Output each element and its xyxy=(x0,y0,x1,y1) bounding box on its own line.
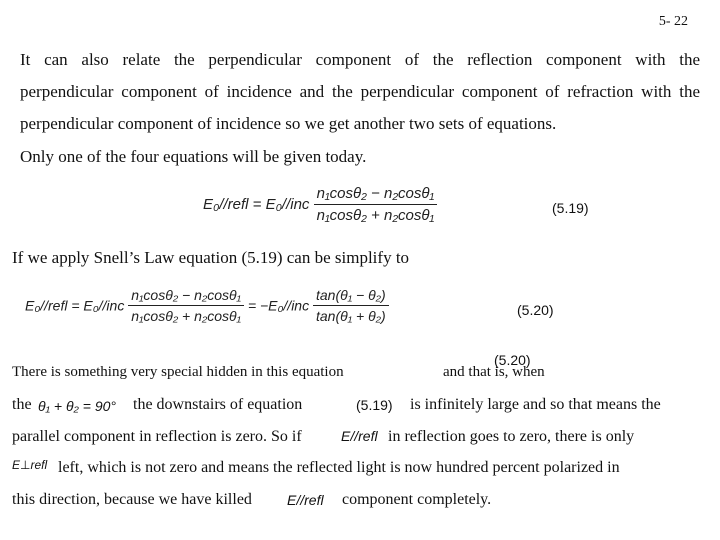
snell-line: If we apply Snell’s Law equation (5.19) can be simplify to xyxy=(12,248,410,267)
special-tag: (5.20) xyxy=(494,352,531,368)
eq2-numerator: n₁cosθ₂ − n₂cosθ₁ xyxy=(128,287,244,306)
conclusion-l1-mid: the downstairs of equation xyxy=(133,396,303,413)
conclusion-l3: left, which is not zero and means the reflected light is now hundred percent polarized in xyxy=(58,459,620,476)
intro-paragraph xyxy=(20,44,700,173)
eq2-lhs: E₀//refl = E₀//inc xyxy=(25,297,125,314)
conclusion-l4-a: this direction, because we have killed xyxy=(12,491,252,508)
conclusion-l1-end: is infinitely large and so that means the xyxy=(410,396,661,413)
eq1-tag: (5.19) xyxy=(552,200,589,216)
eq1-numerator: n₁cosθ₂ − n₂cosθ₁ xyxy=(314,185,438,205)
eq2-denominator: n₁cosθ₂ + n₂cosθ₁ xyxy=(131,308,242,324)
intro-line-2: perpendicular component of incidence and the perpendicular component of refraction with the xyxy=(20,82,700,101)
condition-formula: θ₁ + θ₂ = 90° xyxy=(38,398,117,414)
intro-line-4: Only one of the four equations will be given today. xyxy=(20,147,367,166)
equation-5-19 xyxy=(203,185,437,224)
conclusion-l2-b: in reflection goes to zero, there is only xyxy=(388,428,635,445)
conclusion-the: the xyxy=(12,396,32,413)
conclusion-l1-ref: (5.19) xyxy=(356,397,393,413)
eq2-tan-fraction xyxy=(313,287,389,324)
eq2-tag: (5.20) xyxy=(517,302,554,318)
special-text-a: There is something very special hidden in this equation xyxy=(12,364,344,380)
intro-line-3: perpendicular component of incidence so we get another two sets of equations. xyxy=(20,114,557,133)
e-perp-refl-symbol: E⊥refl xyxy=(12,458,48,472)
intro-line-1: It can also relate the perpendicular component of the reflection component with the xyxy=(20,50,700,69)
equation-5-20 xyxy=(25,287,389,324)
e-parallel-refl-symbol-2: E//refl xyxy=(287,492,324,508)
eq1-denominator: n₁cosθ₂ + n₂cosθ₁ xyxy=(316,207,435,224)
conclusion-l4-b: component completely. xyxy=(342,491,492,508)
e-parallel-refl-symbol: E//refl xyxy=(341,428,378,444)
eq1-lhs: E₀//refl = E₀//inc xyxy=(203,196,310,213)
eq2-tan-numerator: tan(θ₁ − θ₂) xyxy=(313,287,389,306)
eq2-tan-denominator: tan(θ₁ + θ₂) xyxy=(315,308,386,324)
eq2-mid: = −E₀//inc xyxy=(247,297,310,314)
page-number: 5- 22 xyxy=(658,14,688,29)
eq2-fraction xyxy=(128,287,244,324)
eq1-fraction xyxy=(314,185,438,224)
special-text-b: and that is, when xyxy=(443,364,545,380)
conclusion-l2-a: parallel component in reflection is zero. So if xyxy=(12,428,302,445)
